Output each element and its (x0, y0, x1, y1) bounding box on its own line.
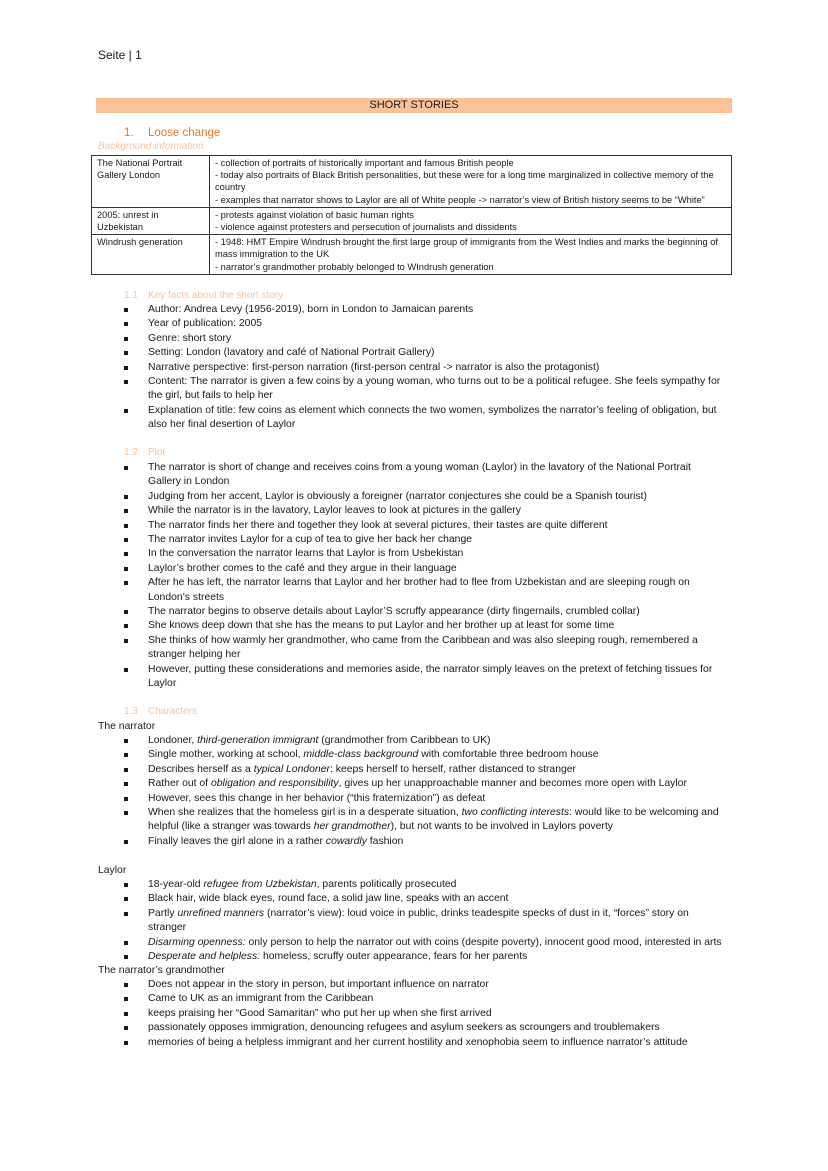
table-term: The National Portrait Gallery London (92, 156, 210, 208)
text-part: Finally leaves the girl alone in a rather (148, 835, 326, 847)
list-item (0, 533, 723, 547)
bullet-icon (124, 639, 128, 643)
table-row (92, 207, 732, 234)
plot-heading (124, 447, 165, 458)
list-item-text: Content: The narrator is given a few coins by a young woman, who turns out to be a political refugee. She feels sympathy for the girl, but fails to help her (148, 376, 721, 402)
characters-heading (124, 706, 197, 717)
text-part: However, sees this change in her behavior (“this fraternization”) as defeat (148, 792, 486, 804)
list-item (0, 605, 723, 619)
bullet-icon (124, 409, 128, 413)
text-part: Describes herself as a (148, 763, 254, 775)
table-line: - protests against violation of basic human rights (215, 209, 414, 220)
table-line: - narrator’s grandmother probably belonged to WIndrush generation (215, 261, 494, 272)
list-item (0, 663, 723, 692)
list-item (0, 504, 723, 518)
list-item (0, 734, 723, 748)
bullet-icon (124, 797, 128, 801)
narrator-label: The narrator (98, 721, 156, 732)
table-description (210, 156, 732, 208)
bullet-icon (124, 883, 128, 887)
bullet-icon (124, 538, 128, 542)
background-table (91, 155, 732, 275)
section-title: Loose change (148, 127, 221, 139)
bullet-icon (124, 840, 128, 844)
bullet-icon (124, 581, 128, 585)
bullet-icon (124, 912, 128, 916)
bullet-icon (124, 351, 128, 355)
text-part: : keeps herself to herself, rather distanced to stranger (329, 763, 576, 775)
table-line: - examples that narrator shows to Laylor are all of White people -> narrator’s view of British history seems to be “White” (215, 194, 705, 205)
bullet-icon (124, 552, 128, 556)
list-item (0, 777, 723, 791)
text-part: fashion (366, 835, 404, 847)
text-part: homeless, scruffy outer appearance, fears for her parents (260, 951, 528, 963)
list-item-text: The narrator invites Laylor for a cup of tea to give her back her change (148, 534, 473, 546)
text-part: , gives up her unapproachable manner and becomes more open with Laylor (338, 778, 687, 790)
bullet-icon (124, 955, 128, 959)
list-item (0, 303, 723, 317)
text-emphasis: her grandmother (313, 821, 391, 833)
table-term: 2005: unrest in Uzbekistan (92, 207, 210, 234)
list-item (0, 461, 723, 490)
list-item-text: Came to UK as an immigrant from the Caribbean (148, 993, 374, 1005)
list-item (0, 1036, 723, 1050)
list-item (0, 806, 723, 835)
bullet-icon (124, 1041, 128, 1045)
text-part: ), but not wants to be involved in Laylors poverty (390, 821, 613, 833)
bullet-icon (124, 322, 128, 326)
list-item (0, 1007, 723, 1021)
list-item-text: Year of publication: 2005 (148, 318, 263, 330)
text-part: When she realizes that the homeless girl is in a desperate situation, (148, 807, 462, 819)
list-item-text: Judging from her accent, Laylor is obviously a foreigner (narrator conjectures she could be a Spanish tourist) (148, 490, 648, 502)
key-facts-heading (124, 290, 283, 301)
bullet-icon (124, 782, 128, 786)
key-facts-title: Key facts about the short story (148, 290, 284, 301)
list-item-text: passionately opposes immigration, denouncing refugees and asylum seekers as scroungers and troublemakers (148, 1022, 660, 1034)
list-item-text: Narrative perspective: first-person narration (first-person central -> narrator is also the protagonist) (148, 361, 600, 373)
list-item (0, 404, 723, 433)
text-part: 18-year-old (148, 879, 204, 890)
list-item-text: Does not appear in the story in person, but important influence on narrator (148, 979, 489, 990)
list-item (0, 792, 723, 806)
laylor-label: Laylor (98, 865, 127, 876)
bullet-icon (124, 739, 128, 743)
table-line: - 1948: HMT Empire Windrush brought the first large group of immigrants from the West Indies and marks the beginning of mass immigration to the UK (215, 237, 718, 260)
bullet-icon (124, 668, 128, 672)
list-item-text: She knows deep down that she has the means to put Laylor and her brother up at least for some time (148, 620, 615, 632)
bullet-icon (124, 1026, 128, 1030)
list-item-text: While the narrator is in the lavatory, Laylor leaves to look at pictures in the gallery (148, 505, 521, 517)
text-emphasis: Disarming openness: (148, 936, 246, 948)
list-item-text: The narrator is short of change and receives coins from a young woman (Laylor) in the lavatory of the National Portrait Gallery in London (148, 462, 691, 488)
text-part: , parents politically prosecuted (316, 879, 457, 890)
list-item-text: keeps praising her “Good Samaritan” who put her up when she first arrived (148, 1007, 492, 1019)
text-emphasis: obligation and responsibility (210, 778, 339, 790)
bullet-icon (124, 983, 128, 987)
list-item (0, 547, 723, 561)
section-number: 1. (124, 127, 134, 139)
table-line: - violence against protesters and persecution of journalists and dissidents (215, 222, 517, 233)
list-item-text: Explanation of title: few coins as element which connects the two women, symbolizes the narrator’s feeling of obligation, but also her final desertion of Laylor (148, 404, 717, 431)
plot-number: 1.2 (124, 447, 138, 458)
list-item-text: In the conversation the narrator learns that Laylor is from Usbekistan (148, 548, 464, 560)
key-facts-list (0, 303, 723, 433)
list-item (0, 878, 723, 892)
list-item-text: The narrator begins to observe details about Laylor’S scruffy appearance (dirty fingernails, crumbled collar) (148, 606, 640, 618)
text-emphasis: typical Londoner (253, 763, 330, 775)
text-emphasis: Desperate and helpless: (148, 951, 261, 963)
list-item-text: However, putting these considerations and memories aside, the narrator simply leaves on the pretext of fetching tissues for Laylor (148, 663, 713, 690)
table-row (92, 235, 732, 275)
text-part: only person to help the narrator out with coins (despite poverty), innocent good mood, interested in arts (245, 936, 722, 948)
bullet-icon (124, 567, 128, 571)
text-emphasis: middle-class background (303, 749, 419, 761)
narrator-list (0, 734, 723, 849)
list-item (0, 978, 723, 992)
text-emphasis: two conflicting interests (461, 807, 570, 819)
list-item (0, 619, 723, 633)
list-item-text: Author: Andrea Levy (1956-2019), born in London to Jamaican parents (148, 304, 474, 315)
list-item (0, 490, 723, 504)
characters-number: 1.3 (124, 706, 138, 717)
plot-list (0, 461, 723, 692)
text-part: Single mother, working at school, (148, 749, 304, 761)
bullet-icon (124, 308, 128, 312)
list-item (0, 748, 723, 762)
bullet-icon (124, 337, 128, 341)
bullet-icon (124, 897, 128, 901)
list-item-text: The narrator finds her there and together they look at several pictures, their tastes are quite different (148, 519, 608, 531)
list-item-text: After he has left, the narrator learns that Laylor and her brother had to flee from Uzbekistan and are sleeping rough on London’s streets (148, 577, 690, 603)
text-emphasis: refugee from Uzbekistan (203, 879, 317, 890)
list-item (0, 634, 723, 663)
text-emphasis: cowardly (325, 835, 367, 847)
list-item-text: Laylor’s brother comes to the café and they argue in their language (148, 562, 457, 574)
list-item (0, 1021, 723, 1035)
list-item (0, 950, 723, 964)
list-item-text: She thinks of how warmly her grandmother, who came from the Caribbean and was also sleeping rough, remembered a stranger helping her (148, 634, 698, 661)
table-line: - collection of portraits of historically important and famous British people (215, 158, 514, 168)
grandmother-list (0, 978, 723, 1050)
list-item (0, 346, 723, 360)
text-part: Partly (148, 907, 178, 919)
text-part: : would like to be welcoming and helpful (like a stranger was towards (148, 807, 719, 833)
list-item (0, 892, 723, 906)
bullet-icon (124, 610, 128, 614)
text-part: (grandmother from Caribbean to UK) (318, 735, 491, 746)
text-emphasis: third-generation immigrant (197, 735, 319, 746)
list-item-text: Genre: short story (148, 332, 232, 344)
key-facts-number: 1.1 (124, 290, 138, 301)
table-description (210, 235, 732, 275)
bullet-icon (124, 941, 128, 945)
bullet-icon (124, 466, 128, 470)
list-item (0, 576, 723, 605)
list-item (0, 375, 723, 404)
list-item-text: memories of being a helpless immigrant and her current hostility and xenophobia seem to influence narrator’s attitude (148, 1036, 688, 1048)
page-label: Seite | 1 (98, 48, 142, 62)
text-part: Black hair, wide black eyes, round face, a solid jaw line, speaks with an accent (148, 893, 509, 905)
bullet-icon (124, 811, 128, 815)
laylor-list (0, 878, 723, 964)
list-item (0, 835, 723, 849)
grandmother-label: The narrator’s grandmother (98, 965, 225, 976)
bullet-icon (124, 495, 128, 499)
list-item (0, 907, 723, 936)
bullet-icon (124, 1012, 128, 1016)
table-row (92, 156, 732, 208)
list-item-text: Setting: London (lavatory and café of National Portrait Gallery) (148, 347, 435, 359)
background-label: Background information (98, 141, 204, 152)
text-part: with comfortable three bedroom house (418, 749, 599, 761)
list-item (0, 519, 723, 533)
bullet-icon (124, 997, 128, 1001)
table-line: - today also portraits of Black British personalities, but these were for a long time marginalized in collective memory of the country (215, 170, 714, 193)
plot-title: Plot (148, 447, 166, 458)
text-part: Londoner, (148, 735, 198, 746)
bullet-icon (124, 624, 128, 628)
table-description (210, 207, 732, 234)
bullet-icon (124, 768, 128, 772)
section-banner: SHORT STORIES (96, 98, 732, 113)
text-part: Rather out of (148, 778, 211, 790)
list-item (0, 992, 723, 1006)
list-item (0, 361, 723, 375)
characters-title: Characters (148, 706, 197, 717)
bullet-icon (124, 753, 128, 757)
bullet-icon (124, 380, 128, 384)
text-part: (narrator’s view): loud voice in public, drinks teadespite specks of dust in it, “forces” story on stranger (148, 907, 689, 934)
list-item (0, 332, 723, 346)
table-term: Windrush generation (92, 235, 210, 275)
list-item (0, 562, 723, 576)
list-item (0, 936, 723, 950)
bullet-icon (124, 366, 128, 370)
list-item (0, 317, 723, 331)
bullet-icon (124, 509, 128, 513)
list-item (0, 763, 723, 777)
text-emphasis: unrefined manners (177, 907, 265, 919)
bullet-icon (124, 524, 128, 528)
section-heading (124, 127, 220, 139)
